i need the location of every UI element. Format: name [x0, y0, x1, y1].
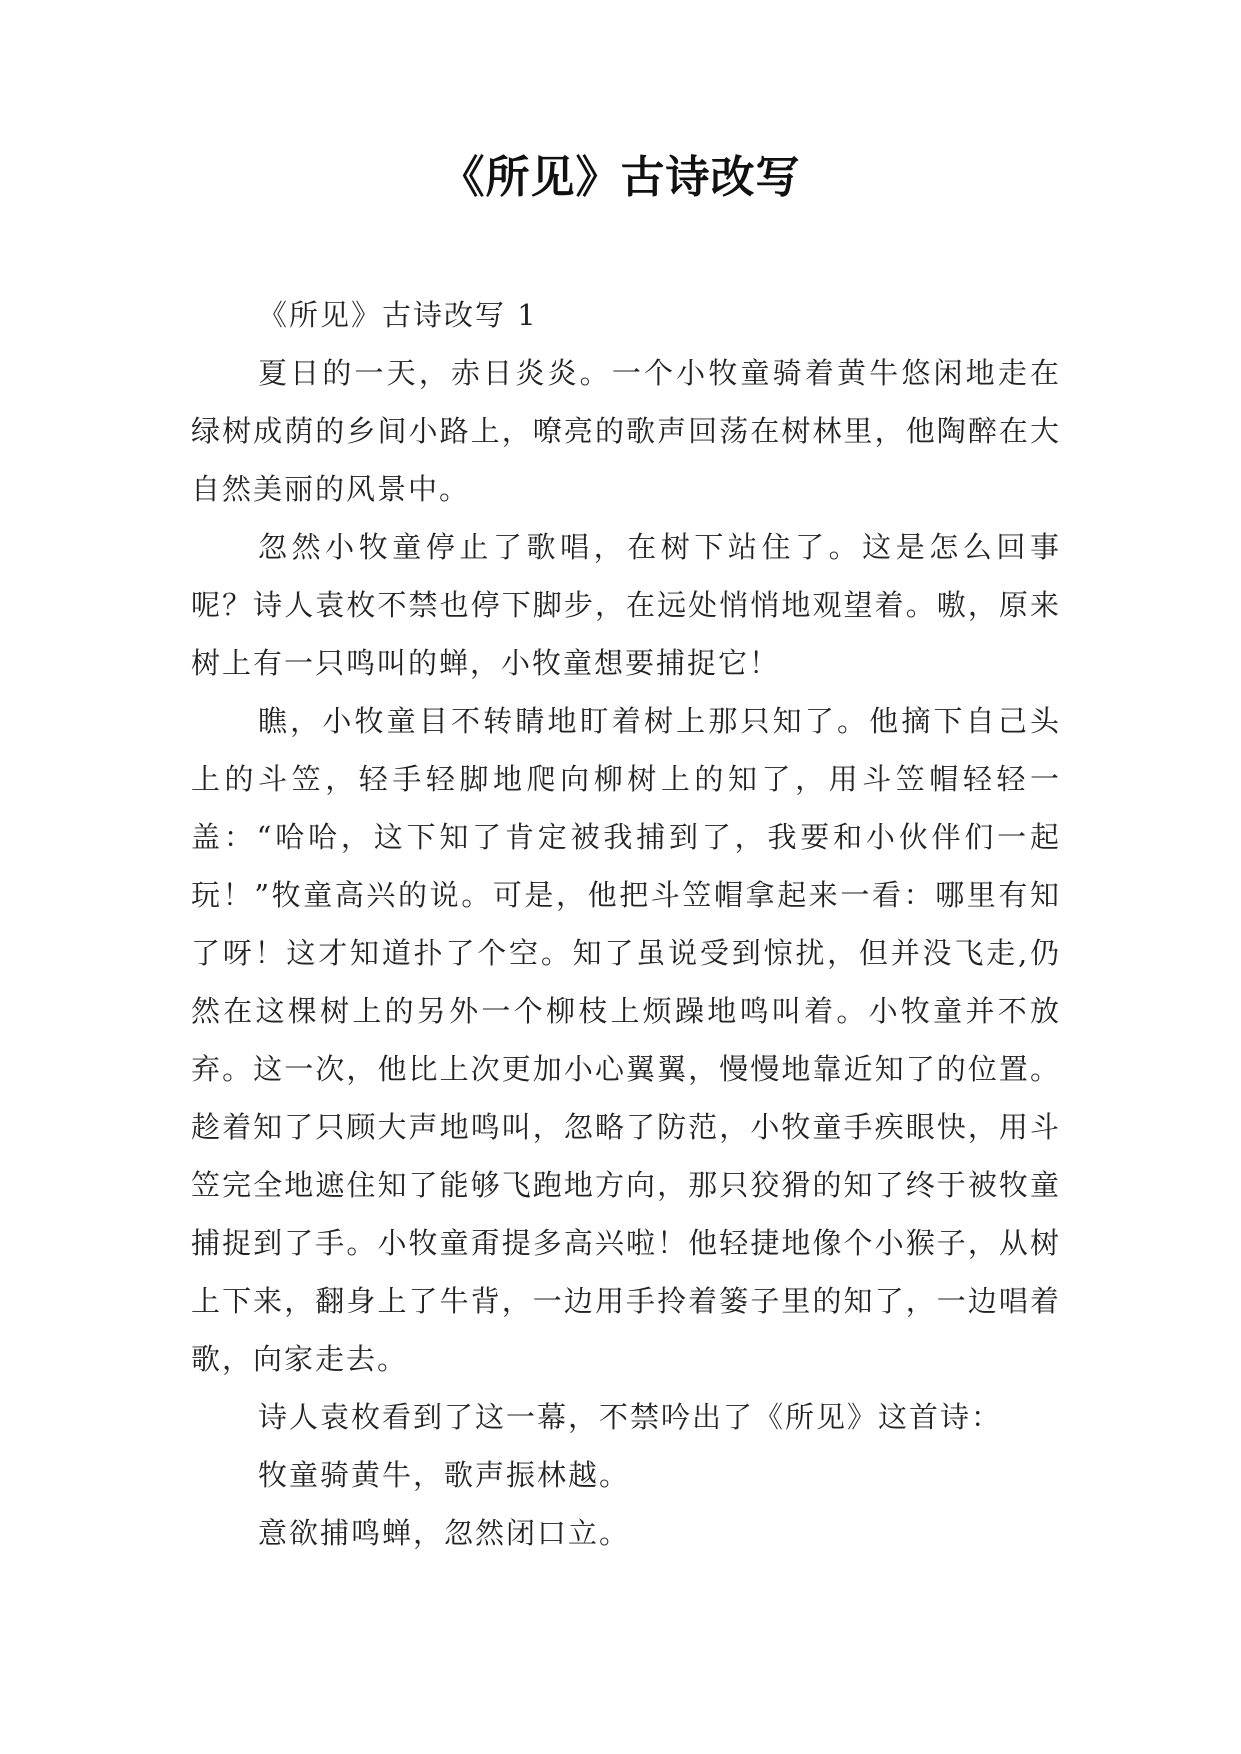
- paragraph: 诗人袁枚看到了这一幕，不禁吟出了《所见》这首诗：: [258, 1400, 1003, 1434]
- poem-line: 意欲捕鸣蝉，忽然闭口立。: [258, 1516, 631, 1550]
- paragraph: 忽然小牧童停止了歌唱，在树下站住了。这是怎么回事呢？诗人袁枚不禁也停下脚步，在远处悄悄地观望着。嗷，原来树上有一只鸣叫的蝉，小牧童想要捕捉它！: [191, 530, 1061, 680]
- paragraph: 瞧，小牧童目不转睛地盯着树上那只知了。他摘下自己头上的斗笠，轻手轻脚地爬向柳树上的知了，用斗笠帽轻轻一盖：“哈哈，这下知了肯定被我捕到了，我要和小伙伴们一起玩！”牧童高兴的说。可是，他把斗笠帽拿起来一看：哪里有知了呀！这才知道扑了个空。知了虽说受到惊扰，但并没飞走,仍然在这棵树上的另外一个柳枝上烦躁地鸣叫着。小牧童并不放弃。这一次，他比上次更加小心翼翼，慢慢地靠近知了的位置。趁着知了只顾大声地鸣叫，忽略了防范，小牧童手疾眼快，用斗笠完全地遮住知了能够飞跑地方向，那只狡猾的知了终于被牧童捕捉到了手。小牧童甭提多高兴啦！他轻捷地像个小猴子，从树上下来，翻身上了牛背，一边用手拎着篓子里的知了，一边唱着歌，向家走去。: [191, 704, 1061, 1376]
- document-title: 《所见》古诗改写: [440, 152, 801, 203]
- document-body: [191, 286, 1061, 1562]
- paragraph-heading: 《所见》古诗改写 1: [258, 298, 538, 332]
- poem-line: 牧童骑黄牛，歌声振林越。: [258, 1458, 631, 1492]
- paragraph: 夏日的一天，赤日炎炎。一个小牧童骑着黄牛悠闲地走在绿树成荫的乡间小路上，嘹亮的歌声回荡在树林里，他陶醉在大自然美丽的风景中。: [191, 356, 1061, 506]
